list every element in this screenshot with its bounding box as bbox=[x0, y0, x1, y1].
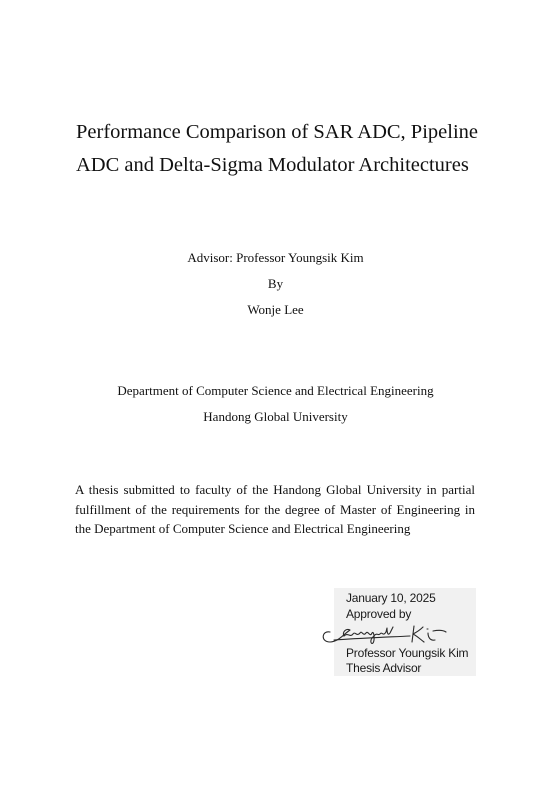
thesis-title-line-1: Performance Comparison of SAR ADC, Pipeline bbox=[76, 121, 478, 143]
department-name: Department of Computer Science and Electrical Engineering bbox=[117, 383, 434, 398]
advisor-block bbox=[0, 245, 551, 323]
approver-role: Thesis Advisor bbox=[346, 661, 422, 675]
author-name: Wonje Lee bbox=[247, 302, 304, 317]
approved-by-label: Approved by bbox=[346, 607, 412, 621]
thesis-statement: A thesis submitted to faculty of the Handong Global University in partial fulfillment of the requirements for the degree of Master of Engineering in the Department of Computer Science and Electrical Engineering bbox=[75, 482, 475, 536]
by-label: By bbox=[267, 276, 284, 291]
approver-name: Professor Youngsik Kim bbox=[346, 646, 469, 660]
advisor-line: Advisor: Professor Youngsik Kim bbox=[187, 250, 364, 265]
university-name: Handong Global University bbox=[203, 409, 348, 424]
thesis-title-line-2: ADC and Delta-Sigma Modulator Architectures bbox=[76, 154, 469, 176]
affiliation-block bbox=[0, 378, 551, 430]
approval-date: January 10, 2025 bbox=[346, 591, 436, 605]
signature-image bbox=[320, 618, 470, 648]
thesis-title bbox=[76, 116, 496, 182]
approval-stamp bbox=[334, 588, 476, 676]
